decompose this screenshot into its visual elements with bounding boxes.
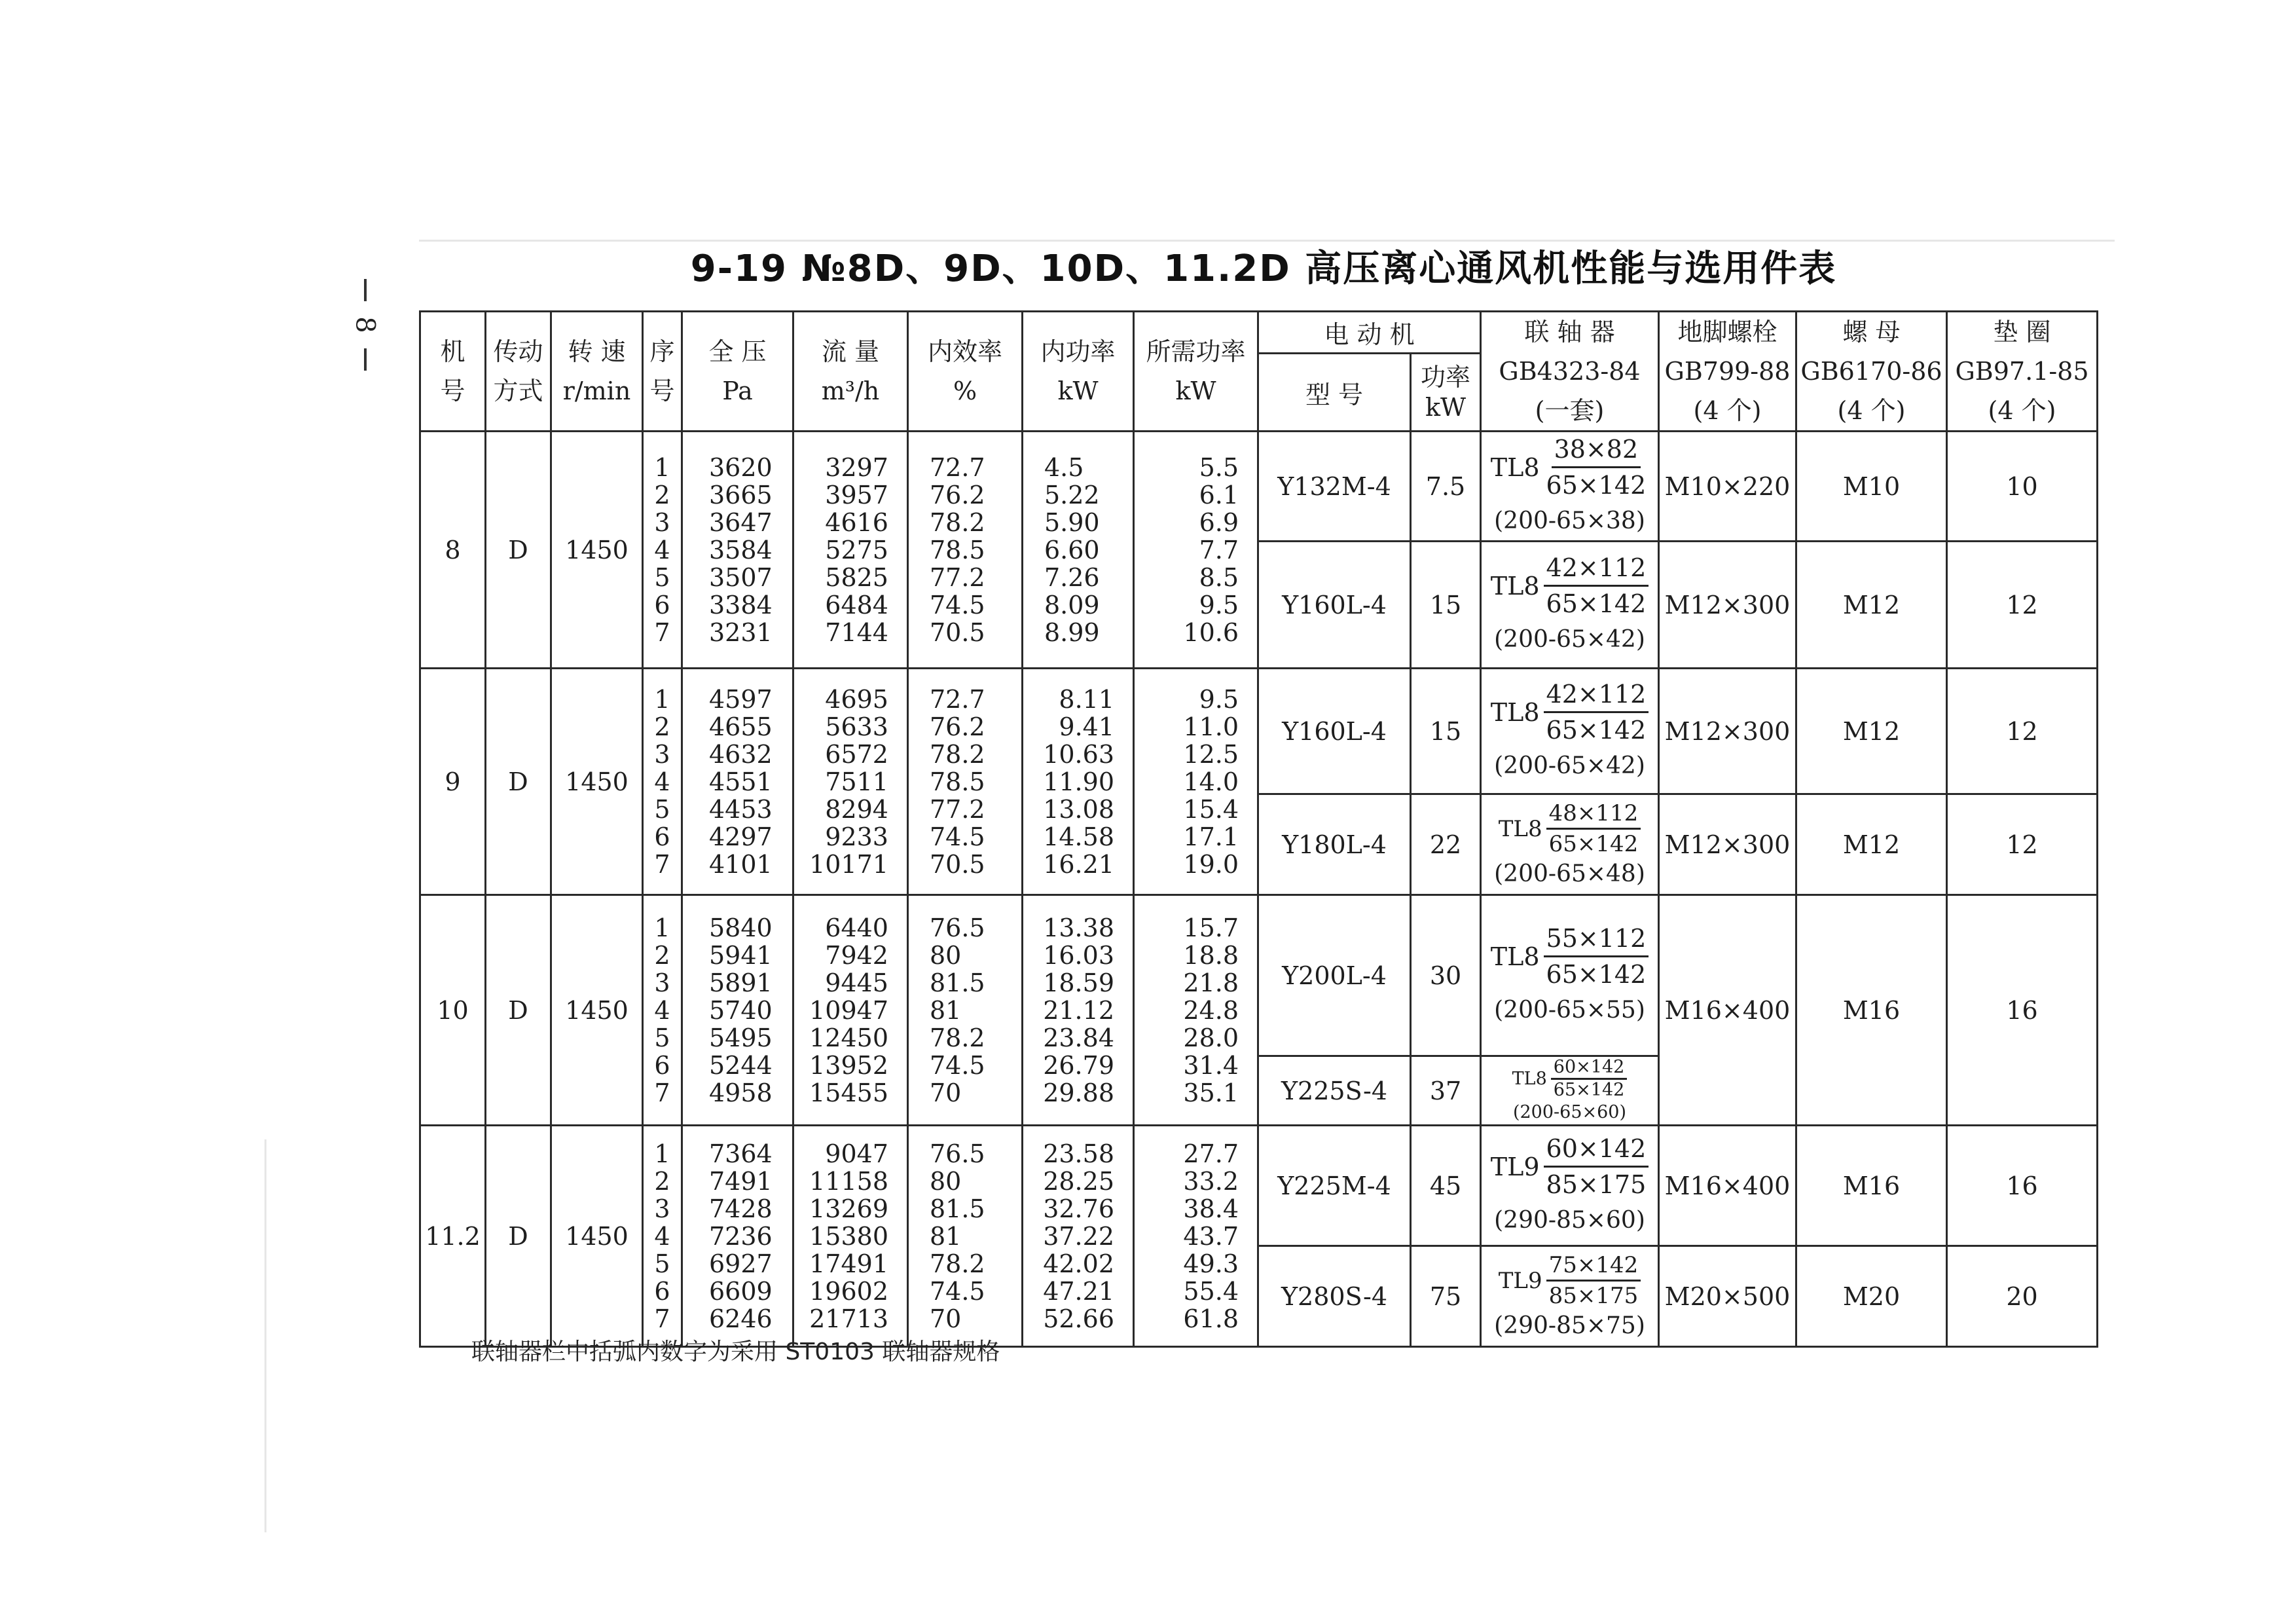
header-text: GB799-88 (1664, 357, 1791, 386)
pressure-list: 4597 4655 4632 4551 4453 4297 4101 (709, 684, 773, 879)
flow-cell (793, 432, 908, 669)
washer-cell: 12 (1947, 669, 2098, 794)
header-nut (1796, 312, 1947, 432)
coupling-note: (200-65×42) (1494, 626, 1645, 653)
header-required-power (1134, 312, 1258, 432)
header-text: 地脚螺栓 (1677, 318, 1777, 346)
required-power-list: 5.5 6.1 6.9 7.7 8.5 9.5 10.6 (1183, 452, 1239, 647)
coupling-numerator: 48×112 (1546, 799, 1641, 830)
required-power-list: 9.5 11.0 12.5 14.0 15.4 17.1 19.0 (1183, 684, 1239, 879)
coupling-row (1499, 1251, 1641, 1310)
motor-model-cell: Y132M-4 (1258, 432, 1411, 542)
inner-power-cell (1023, 669, 1134, 895)
header-text: Pa (722, 377, 753, 405)
coupling-denominator: 65×142 (1548, 831, 1639, 857)
coupling-numerator: 38×82 (1552, 432, 1641, 468)
motor-model-cell: Y180L-4 (1258, 794, 1411, 895)
washer-cell: 20 (1947, 1246, 2098, 1347)
pressure-list: 5840 5941 5891 5740 5495 5244 4958 (709, 913, 773, 1107)
coupling-fraction (1544, 432, 1649, 502)
seq-list: 1 2 3 4 5 6 7 (654, 452, 670, 647)
header-text: 螺 母 (1842, 318, 1901, 346)
header-text: (4 个) (1988, 396, 2056, 425)
footnote: 联轴器栏中括弧内数字为采用 ST0103 联轴器规格 (471, 1338, 1000, 1365)
coupling-numerator: 42×112 (1544, 677, 1649, 713)
efficiency-cell (908, 895, 1023, 1126)
nut-cell: M16 (1796, 895, 1947, 1126)
header-drive (486, 312, 551, 432)
header-text: GB6170-86 (1800, 357, 1942, 386)
coupling-fraction (1551, 1057, 1628, 1101)
coupling-cell (1481, 895, 1659, 1056)
motor-model-cell: Y160L-4 (1258, 542, 1411, 669)
flow-cell (793, 669, 908, 895)
required-power-list: 27.7 33.2 38.4 43.7 49.3 55.4 61.8 (1183, 1139, 1239, 1333)
coupling-numerator: 75×142 (1546, 1251, 1641, 1282)
speed-cell: 1450 (551, 432, 643, 669)
coupling-note: (290-85×75) (1494, 1312, 1645, 1339)
inner-power-cell (1023, 895, 1134, 1126)
coupling-cell (1481, 432, 1659, 542)
coupling-fraction (1546, 799, 1641, 858)
coupling-denominator: 65×142 (1553, 1080, 1625, 1100)
header-washer (1947, 312, 2098, 432)
header-text: 联 轴 器 (1524, 318, 1615, 346)
header-motor: 电 动 机 (1258, 312, 1481, 354)
motor-power-cell: 45 (1411, 1126, 1481, 1246)
efficiency-list: 72.7 76.2 78.2 78.5 77.2 74.5 70.5 (930, 452, 985, 647)
machine-cell: 9 (420, 669, 486, 895)
coupling-numerator: 60×142 (1551, 1057, 1628, 1080)
coupling-denominator: 85×175 (1548, 1283, 1639, 1309)
header-text: 序 (649, 337, 675, 366)
coupling-denominator: 65×142 (1546, 471, 1647, 500)
header-seq (643, 312, 682, 432)
header-coupling (1481, 312, 1659, 432)
header-speed (551, 312, 643, 432)
pressure-cell (682, 1126, 793, 1347)
speed-cell: 1450 (551, 895, 643, 1126)
header-text: GB97.1-85 (1955, 357, 2089, 386)
inner-power-list: 8.11 9.41 10.63 11.90 13.08 14.58 16.21 (1043, 684, 1114, 879)
header-flow (793, 312, 908, 432)
seq-cell (643, 1126, 682, 1347)
header-text: 流 量 (821, 337, 880, 366)
motor-model-cell: Y280S-4 (1258, 1246, 1411, 1347)
page-title: 9-19 №8D、9D、10D、11.2D 高压离心通风机性能与选用件表 (690, 248, 1837, 290)
speed-cell: 1450 (551, 1126, 643, 1347)
flow-cell (793, 1126, 908, 1347)
coupling-prefix: TL8 (1512, 1069, 1547, 1089)
bolt-cell: M12×300 (1659, 669, 1796, 794)
washer-cell: 12 (1947, 542, 2098, 669)
table-row (420, 669, 2098, 794)
header-text: 功率 (1420, 363, 1470, 392)
coupling-note: (200-65×38) (1494, 507, 1645, 534)
coupling-prefix: TL8 (1490, 942, 1540, 971)
coupling-denominator: 65×142 (1546, 960, 1647, 989)
header-text: kW (1425, 393, 1467, 422)
coupling-note: (200-65×60) (1512, 1102, 1627, 1122)
bolt-cell: M12×300 (1659, 542, 1796, 669)
coupling-row (1512, 1057, 1628, 1101)
coupling-prefix: TL9 (1498, 1267, 1542, 1294)
header-text: 号 (440, 377, 465, 405)
coupling-denominator: 65×142 (1546, 589, 1647, 618)
coupling-cell (1481, 542, 1659, 669)
inner-power-list: 13.38 16.03 18.59 21.12 23.84 26.79 29.88 (1043, 913, 1114, 1107)
coupling-spec (1491, 551, 1649, 659)
coupling-spec (1512, 1057, 1628, 1124)
flow-cell (793, 895, 908, 1126)
nut-cell: M20 (1796, 1246, 1947, 1347)
efficiency-cell (908, 1126, 1023, 1347)
coupling-numerator: 42×112 (1544, 551, 1649, 587)
nut-cell: M12 (1796, 669, 1947, 794)
inner-power-cell (1023, 432, 1134, 669)
drive-cell: D (486, 432, 551, 669)
required-power-cell (1134, 669, 1258, 895)
header-machine-no (420, 312, 486, 432)
table-row (420, 895, 2098, 1056)
inner-power-list: 23.58 28.25 32.76 37.22 42.02 47.21 52.66 (1043, 1139, 1114, 1333)
coupling-fraction (1544, 1132, 1649, 1202)
coupling-prefix: TL8 (1498, 815, 1542, 842)
coupling-prefix: TL8 (1490, 697, 1540, 727)
motor-power-cell: 30 (1411, 895, 1481, 1056)
motor-model-cell: Y225M-4 (1258, 1126, 1411, 1246)
page-number: 8 (350, 316, 380, 333)
header-text: 内效率 (927, 337, 1002, 366)
motor-power-cell: 75 (1411, 1246, 1481, 1347)
coupling-prefix: TL8 (1490, 571, 1540, 600)
header-text: 机 (440, 337, 465, 366)
motor-power-cell: 7.5 (1411, 432, 1481, 542)
motor-power-cell: 15 (1411, 669, 1481, 794)
pressure-list: 7364 7491 7428 7236 6927 6609 6246 (709, 1139, 773, 1333)
coupling-row (1499, 799, 1641, 858)
machine-cell: 10 (420, 895, 486, 1126)
required-power-cell (1134, 895, 1258, 1126)
header-text: % (953, 377, 977, 405)
header-text: 转 速 (568, 337, 626, 366)
washer-cell: 10 (1947, 432, 2098, 542)
coupling-row (1491, 1132, 1649, 1202)
header-text: 方式 (493, 377, 543, 405)
header-text: 号 (649, 377, 675, 405)
header-text: r/min (562, 377, 631, 405)
coupling-spec (1494, 1251, 1645, 1342)
pressure-cell (682, 432, 793, 669)
efficiency-cell (908, 669, 1023, 895)
flow-list: 9047 11158 13269 15380 17491 19602 21713 (809, 1139, 888, 1333)
coupling-row (1491, 432, 1649, 502)
header-motor-power (1411, 354, 1481, 432)
coupling-row (1491, 921, 1649, 991)
header-text: 垫 圈 (1993, 318, 2051, 346)
coupling-spec (1491, 677, 1649, 785)
pressure-cell (682, 669, 793, 895)
header-text: 内功率 (1040, 337, 1116, 366)
page-marker-dash (364, 348, 367, 371)
page-marker (350, 275, 380, 375)
drive-cell: D (486, 669, 551, 895)
bolt-cell: M10×220 (1659, 432, 1796, 542)
coupling-fraction (1544, 677, 1649, 747)
nut-cell: M12 (1796, 794, 1947, 895)
coupling-numerator: 55×112 (1544, 921, 1649, 957)
coupling-prefix: TL8 (1490, 452, 1540, 482)
header-bolt (1659, 312, 1796, 432)
header-text: 所需功率 (1146, 337, 1246, 366)
coupling-fraction (1546, 1251, 1641, 1310)
header-text: GB4323-84 (1499, 357, 1641, 386)
pressure-cell (682, 895, 793, 1126)
coupling-denominator: 85×175 (1546, 1170, 1647, 1199)
required-power-cell (1134, 432, 1258, 669)
washer-cell: 12 (1947, 794, 2098, 895)
required-power-cell (1134, 1126, 1258, 1347)
coupling-note: (200-65×42) (1494, 752, 1645, 779)
coupling-cell (1481, 794, 1659, 895)
flow-list: 6440 7942 9445 10947 12450 13952 15455 (809, 913, 888, 1107)
bolt-cell: M16×400 (1659, 895, 1796, 1126)
scan-border-left (264, 1139, 266, 1532)
motor-power-cell: 22 (1411, 794, 1481, 895)
table-row (420, 1126, 2098, 1246)
coupling-spec (1491, 1132, 1649, 1240)
washer-cell: 16 (1947, 895, 2098, 1126)
coupling-cell (1481, 1246, 1659, 1347)
speed-cell: 1450 (551, 669, 643, 895)
motor-model-cell: Y225S-4 (1258, 1056, 1411, 1126)
header-text: 全 压 (708, 337, 767, 366)
header-text: m³/h (821, 377, 880, 405)
header-text: kW (1175, 377, 1216, 405)
bolt-cell: M12×300 (1659, 794, 1796, 895)
nut-cell: M10 (1796, 432, 1947, 542)
efficiency-list: 72.7 76.2 78.2 78.5 77.2 74.5 70.5 (930, 684, 985, 879)
nut-cell: M16 (1796, 1126, 1947, 1246)
inner-power-cell (1023, 1126, 1134, 1347)
washer-cell: 16 (1947, 1126, 2098, 1246)
efficiency-list: 76.5 80 81.5 81 78.2 74.5 70 (930, 913, 985, 1107)
seq-cell (643, 432, 682, 669)
pressure-list: 3620 3665 3647 3584 3507 3384 3231 (709, 452, 773, 647)
flow-list: 4695 5633 6572 7511 8294 9233 10171 (809, 684, 888, 879)
header-row (420, 312, 2098, 354)
header-motor-model: 型 号 (1258, 354, 1411, 432)
coupling-spec (1491, 921, 1649, 1029)
seq-cell (643, 669, 682, 895)
machine-cell: 8 (420, 432, 486, 669)
coupling-cell (1481, 1126, 1659, 1246)
seq-list: 1 2 3 4 5 6 7 (654, 684, 670, 879)
drive-cell: D (486, 895, 551, 1126)
motor-model-cell: Y200L-4 (1258, 895, 1411, 1056)
header-text: 传动 (493, 337, 543, 366)
page-marker-dash (364, 279, 367, 301)
header-text: (4 个) (1693, 396, 1762, 425)
coupling-cell (1481, 1056, 1659, 1126)
coupling-note: (200-65×55) (1494, 997, 1645, 1024)
motor-model-cell: Y160L-4 (1258, 669, 1411, 794)
coupling-note: (290-85×60) (1494, 1207, 1645, 1234)
drive-cell: D (486, 1126, 551, 1347)
motor-power-cell: 37 (1411, 1056, 1481, 1126)
seq-list: 1 2 3 4 5 6 7 (654, 1139, 670, 1333)
seq-list: 1 2 3 4 5 6 7 (654, 913, 670, 1107)
bolt-cell: M20×500 (1659, 1246, 1796, 1347)
coupling-denominator: 65×142 (1546, 716, 1647, 745)
coupling-numerator: 60×142 (1544, 1132, 1649, 1168)
motor-power-cell: 15 (1411, 542, 1481, 669)
inner-power-list: 4.5 5.22 5.90 6.60 7.26 8.09 8.99 (1044, 452, 1100, 647)
required-power-list: 15.7 18.8 21.8 24.8 28.0 31.4 35.1 (1183, 913, 1239, 1107)
coupling-note: (200-65×48) (1494, 860, 1645, 887)
coupling-spec (1491, 432, 1649, 540)
header-text: (4 个) (1837, 396, 1906, 425)
coupling-row (1491, 551, 1649, 621)
table-row (420, 432, 2098, 542)
efficiency-list: 76.5 80 81.5 81 78.2 74.5 70 (930, 1139, 985, 1333)
bolt-cell: M16×400 (1659, 1126, 1796, 1246)
nut-cell: M12 (1796, 542, 1947, 669)
coupling-fraction (1544, 551, 1649, 621)
header-efficiency (908, 312, 1023, 432)
coupling-cell (1481, 669, 1659, 794)
coupling-row (1491, 677, 1649, 747)
performance-table (419, 310, 2098, 1348)
flow-list: 3297 3957 4616 5275 5825 6484 7144 (825, 452, 888, 647)
header-pressure (682, 312, 793, 432)
header-text: (一套) (1535, 396, 1605, 425)
seq-cell (643, 895, 682, 1126)
coupling-prefix: TL9 (1490, 1152, 1540, 1181)
machine-cell: 11.2 (420, 1126, 486, 1347)
coupling-fraction (1544, 921, 1649, 991)
header-text: kW (1057, 377, 1099, 405)
efficiency-cell (908, 432, 1023, 669)
coupling-spec (1494, 799, 1645, 890)
header-inner-power (1023, 312, 1134, 432)
